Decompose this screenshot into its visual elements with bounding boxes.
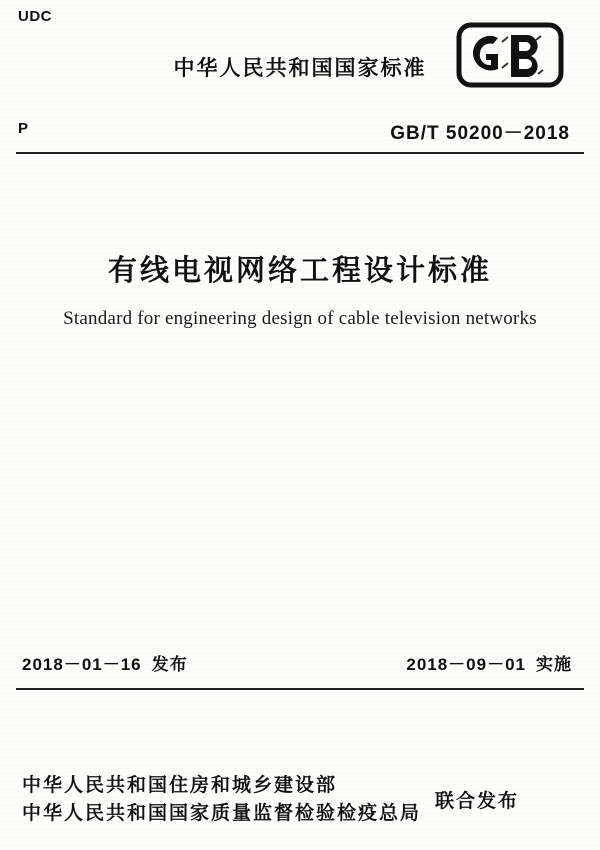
publisher-block: [22, 772, 582, 827]
footer-divider: [16, 688, 584, 690]
national-standard-title: 中华人民共和国国家标准: [173, 57, 427, 80]
publisher-line-2: 中华人民共和国国家质量监督检验检疫总局: [22, 802, 422, 824]
effective-date-value: 2018－09－01: [406, 655, 526, 674]
udc-label: UDC: [18, 8, 52, 25]
header-divider: [16, 152, 584, 154]
issue-date-value: 2018－01－16: [22, 655, 142, 674]
publisher-names: [22, 772, 421, 827]
document-title-english: Standard for engineering design of cable television networks: [63, 308, 537, 329]
gb-logo-icon: [456, 22, 564, 88]
classification-mark: P: [18, 120, 29, 137]
effective-date-block: [406, 650, 572, 675]
publisher-line-1: 中华人民共和国住房和城乡建设部: [22, 775, 338, 796]
standard-number: GB/T 50200－2018: [390, 123, 570, 144]
document-title-chinese: 有线电视网络工程设计标准: [107, 255, 492, 287]
joint-issue-label: 联合发布: [435, 791, 520, 813]
issue-date-label: 发布: [151, 655, 188, 674]
effective-date-label: 实施: [536, 655, 572, 674]
issue-date-block: [22, 650, 188, 675]
